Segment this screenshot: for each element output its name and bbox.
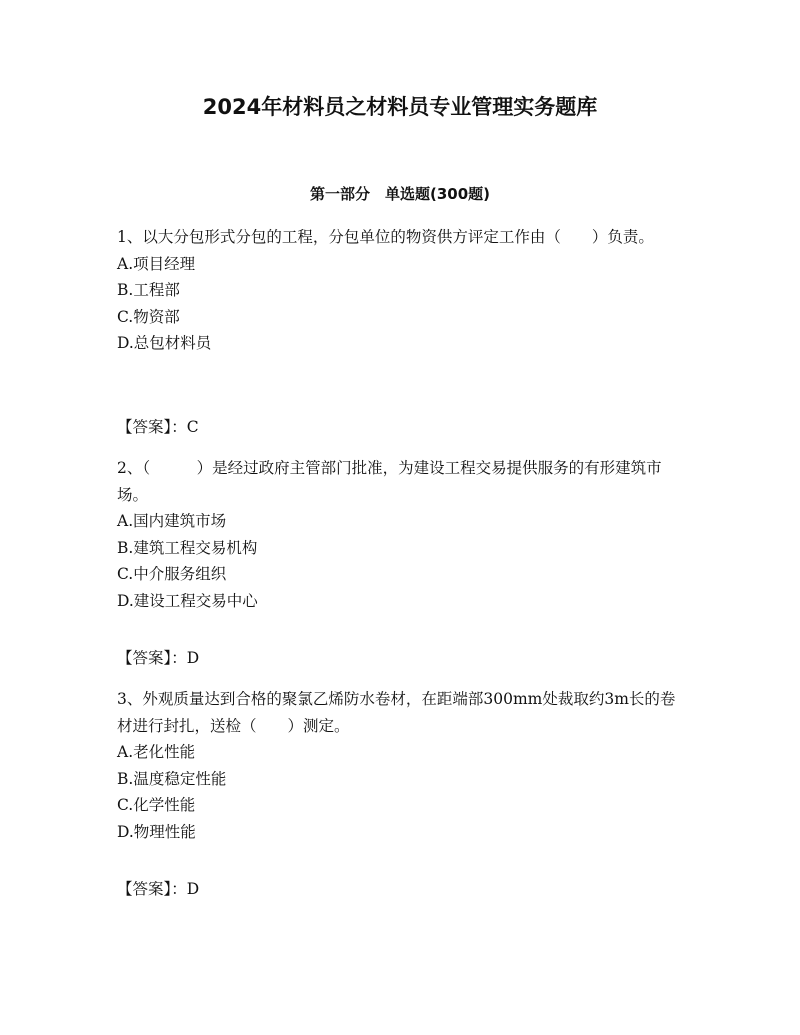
answer-label: 【答案】： bbox=[117, 418, 187, 436]
option-c: C.中介服务组织 bbox=[117, 565, 227, 583]
option-c: C.物资部 bbox=[117, 307, 180, 326]
option-d: D.建设工程交易中心 bbox=[117, 591, 258, 610]
answer-value: C bbox=[186, 418, 199, 436]
option-d: D.物理性能 bbox=[117, 822, 196, 841]
section-title: 第一部分 单选题(300题) bbox=[309, 185, 491, 203]
answer-value: D bbox=[186, 880, 200, 898]
question-2 bbox=[117, 455, 687, 614]
answer-label: 【答案】： bbox=[117, 880, 187, 898]
option-c: C.化学性能 bbox=[117, 796, 196, 814]
option-list bbox=[117, 739, 687, 845]
option-list bbox=[117, 251, 687, 357]
option-a: A.项目经理 bbox=[117, 254, 196, 273]
question-stem: 3、外观质量达到合格的聚氯乙烯防水卷材，在距端部300mm处裁取约3m长的卷材进行封扎，送检（ ）测定。 bbox=[117, 690, 676, 735]
question-3 bbox=[117, 686, 687, 845]
answer-2 bbox=[117, 645, 199, 671]
option-list bbox=[117, 508, 687, 614]
option-a: A.国内建筑市场 bbox=[117, 512, 227, 530]
option-d: D.总包材料员 bbox=[117, 334, 212, 352]
option-b: B.温度稳定性能 bbox=[117, 769, 227, 788]
question-stem: 2、（ ）是经过政府主管部门批准，为建设工程交易提供服务的有形建筑市场。 bbox=[117, 459, 662, 504]
answer-label: 【答案】： bbox=[117, 649, 187, 667]
answer-value: D bbox=[186, 649, 200, 667]
question-stem: 1、以大分包形式分包的工程，分包单位的物资供方评定工作由（ ）负责。 bbox=[117, 228, 654, 246]
question-1 bbox=[117, 224, 687, 357]
answer-1 bbox=[117, 414, 199, 440]
option-b: B.建筑工程交易机构 bbox=[117, 538, 258, 557]
document-title: 2024年材料员之材料员专业管理实务题库 bbox=[202, 95, 598, 119]
answer-3 bbox=[117, 876, 199, 902]
option-a: A.老化性能 bbox=[117, 743, 196, 761]
option-b: B.工程部 bbox=[117, 281, 180, 299]
